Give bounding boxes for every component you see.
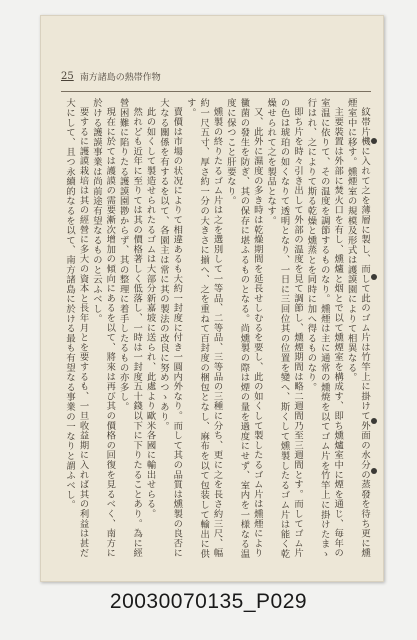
page-number: 25 <box>61 70 74 82</box>
running-title: 南方諸島の熱帯作物 <box>79 72 161 83</box>
binding-hole <box>371 274 377 280</box>
running-header <box>61 69 181 83</box>
vertical-body-text <box>61 98 371 560</box>
binding-hole <box>371 418 377 424</box>
paragraph: 即ち片を時々引き出して外部の温度を見て調節し、燻煙期間は略二週間乃至三週間とす。而してゴム片の色は琥珀の如くなりて透明となり、一日に三回位其の位置を變へ、斯くして燻製したるゴム片は能く乾燥せられて之を製品となす。 <box>265 98 303 559</box>
header-rule <box>61 91 371 92</box>
paragraph: 燻製の終りたるゴム片は之を選別して一等品、二等品、三等品の三種に分ち、更に之を長さ約三尺、幅約一尺五寸、厚さ約一分の大きさに揃へ、之を重ねて百封度の梱包となし、麻布を以て包装して輸出に供す。 <box>184 98 223 559</box>
paragraph: 然れども近年に至りては其の價格著しく低落し、一時は一封度五十錢以下に下りたることあり。為に經營困難に陷りたる護謨園尠からず、其の整理に着手したるもの亦多し。 <box>117 98 143 559</box>
paragraph: 又、此外に濕度の多き時は乾燥期間を延長せしむるを要し、此の如くして製したるゴム片は燻煙により黴菌の發生を防ぎ、其の保存に堪ふるものとなる。尚燻製の際は煙の量を過度にせず、室内を一様なる温度に保つこと肝要なり。 <box>224 98 263 559</box>
paragraph: 賣價は市場の状况によりて相違あるも大約一封度に付き一圓内外なり。而して其の品質は燻製の良否に大なる關係を有するを以て、各園主は常に其の製法の改良に努めつゝあり。 <box>157 98 183 559</box>
paragraph: 此の如くして製造せられたるゴムは大部分新嘉坡に送られ、此處より歐米各國に輸出せらる。 <box>144 107 156 519</box>
paragraph: 要するに護謨栽培は其の經營に多大の資本と長年月とを要するも、一旦收益期に入れば其の利益は甚だ大にして、且つ永續的なるを以て、南方諸島に於ける最も有望なる事業の一なりと謂ふべし。 <box>64 98 89 559</box>
binding-hole <box>371 138 377 144</box>
paragraph: 紋帯片機に入れて之を薄層に製し、而して此のゴム片は竹竿上に掛けて外面の水分の蒸發を待ち更に燻煙室中に移す。燻煙室の規模及形式は護謨園によりて相異なる。 <box>345 98 370 559</box>
book-page <box>40 15 384 582</box>
binding-hole <box>371 468 377 474</box>
paragraph: 現在に於ては護謨の需要漸次增加の傾向にあるを以て、將來は再び其の價格の回復を見るべく、南方に於ける護謨事業は尚前途有望なるものと云ふべし。 <box>90 98 116 559</box>
paragraph: 主要裝置は外部に焚火口を有し、燻爐と烟とで以て燻煙室を構成す、即ち燻爐室中に煙を通じ、毎年の室温に依りて、その温度を調節するものなり。燻煙は主に通常の燻焼を以てゴム片を竹竿上に掛けたまゝ行はれ、之によりて斯る乾燥と燻蒸とを同時に加へ得るものなり。 <box>305 98 344 559</box>
archive-identifier: 20030070135_P029 <box>109 590 308 613</box>
